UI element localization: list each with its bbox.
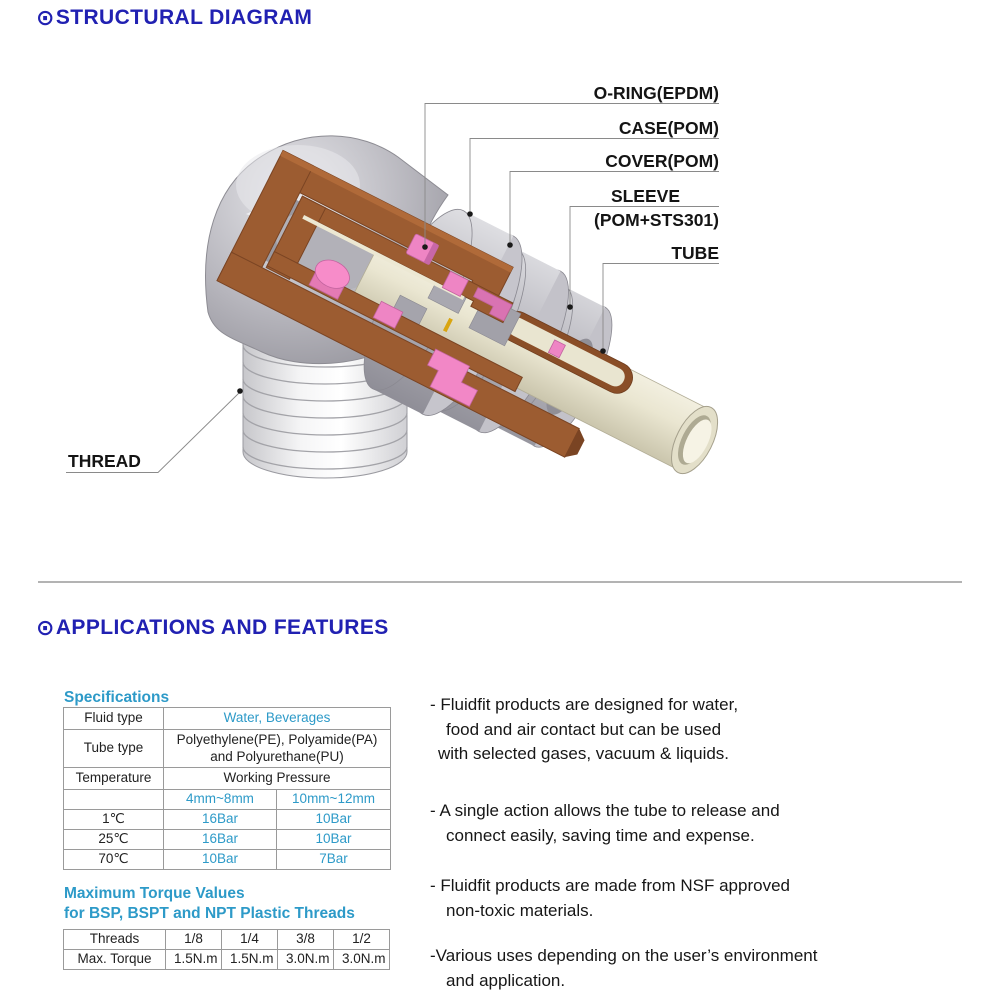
spec-row-temp-3 xyxy=(64,849,391,869)
feature-line: food and air contact but can be used xyxy=(446,719,722,739)
torque-thread-1: 1/8 xyxy=(166,930,222,950)
spec-tube-label: Tube type xyxy=(64,730,164,768)
spec-temp-1-p1: 16Bar xyxy=(164,810,277,830)
torque-title xyxy=(64,884,355,924)
structural-section-heading xyxy=(36,5,312,31)
specifications-table xyxy=(63,707,391,870)
label-thread: THREAD xyxy=(68,451,141,471)
torque-value-3: 3.0N.m xyxy=(278,949,334,969)
fitting-cutaway-illustration xyxy=(0,60,1000,540)
structural-title: STRUCTURAL DIAGRAM xyxy=(55,6,313,29)
spec-size-col-2: 10mm~12mm xyxy=(277,790,391,810)
feature-line: and application. xyxy=(446,970,566,990)
spec-fluid-label: Fluid type xyxy=(64,708,164,730)
spec-pressure-label: Working Pressure xyxy=(164,768,391,790)
feature-line: non-toxic materials. xyxy=(446,900,594,920)
spec-size-col-1: 4mm~8mm xyxy=(164,790,277,810)
label-tube: TUBE xyxy=(671,243,719,263)
spec-temp-2-p2: 10Bar xyxy=(277,829,391,849)
torque-row-threads xyxy=(64,930,390,950)
torque-thread-4: 1/2 xyxy=(334,930,390,950)
section-bullet-icon: ⊙ xyxy=(36,5,55,30)
spec-row-temperature-header xyxy=(64,768,391,790)
label-sleeve-line2: (POM+STS301) xyxy=(594,210,719,230)
torque-thread-3: 3/8 xyxy=(278,930,334,950)
feature-item xyxy=(430,944,996,993)
spec-row-fluid xyxy=(64,708,391,730)
feature-item xyxy=(430,799,996,848)
torque-value-1: 1.5N.m xyxy=(166,949,222,969)
feature-line: - A single action allows the tube to release and xyxy=(430,801,780,820)
spec-tube-value-line1: Polyethylene(PE), Polyamide(PA) xyxy=(176,731,378,747)
label-case: CASE(POM) xyxy=(618,118,719,138)
label-cover: COVER(POM) xyxy=(605,151,719,171)
torque-thread-2: 1/4 xyxy=(222,930,278,950)
spec-tube-value-line2: and Polyurethane(PU) xyxy=(210,748,344,764)
feature-line: with selected gases, vacuum & liquids. xyxy=(438,744,730,763)
section-divider xyxy=(38,581,962,583)
torque-title-line1: Maximum Torque Values xyxy=(64,885,245,902)
section-bullet-icon: ⊙ xyxy=(36,615,55,640)
label-sleeve-line1: SLEEVE xyxy=(610,186,680,206)
applications-title: APPLICATIONS AND FEATURES xyxy=(55,616,389,639)
label-oring: O-RING(EPDM) xyxy=(593,83,719,103)
feature-line: - Fluidfit products are designed for water, xyxy=(430,695,739,714)
torque-row-values xyxy=(64,949,390,969)
spec-temp-3: 70℃ xyxy=(64,849,164,869)
spec-temp-1: 1℃ xyxy=(64,810,164,830)
feature-line: - Fluidfit products are made from NSF approved xyxy=(430,876,790,895)
spec-fluid-value: Water, Beverages xyxy=(164,708,391,730)
spec-tube-value xyxy=(164,730,391,768)
spec-temp-2: 25℃ xyxy=(64,829,164,849)
torque-value-4: 3.0N.m xyxy=(334,949,390,969)
spec-row-sizes xyxy=(64,790,391,810)
torque-row-label: Max. Torque xyxy=(64,949,166,969)
spec-row-temp-1 xyxy=(64,810,391,830)
spec-empty-cell xyxy=(64,790,164,810)
torque-value-2: 1.5N.m xyxy=(222,949,278,969)
torque-header-label: Threads xyxy=(64,930,166,950)
feature-item xyxy=(430,874,996,923)
torque-title-line2: for BSP, BSPT and NPT Plastic Threads xyxy=(64,904,355,922)
applications-section-heading xyxy=(36,615,389,641)
spec-row-tube xyxy=(64,730,391,768)
spec-temp-1-p2: 10Bar xyxy=(277,810,391,830)
feature-line: -Various uses depending on the user’s environment xyxy=(430,946,818,965)
feature-item xyxy=(430,693,996,767)
spec-temp-3-p2: 7Bar xyxy=(277,849,391,869)
feature-line: connect easily, saving time and expense. xyxy=(446,825,755,845)
spec-temp-3-p1: 10Bar xyxy=(164,849,277,869)
specifications-title: Specifications xyxy=(64,689,170,706)
spec-temp-2-p1: 16Bar xyxy=(164,829,277,849)
spec-temp-label: Temperature xyxy=(64,768,164,790)
spec-row-temp-2 xyxy=(64,829,391,849)
torque-table xyxy=(63,929,390,970)
